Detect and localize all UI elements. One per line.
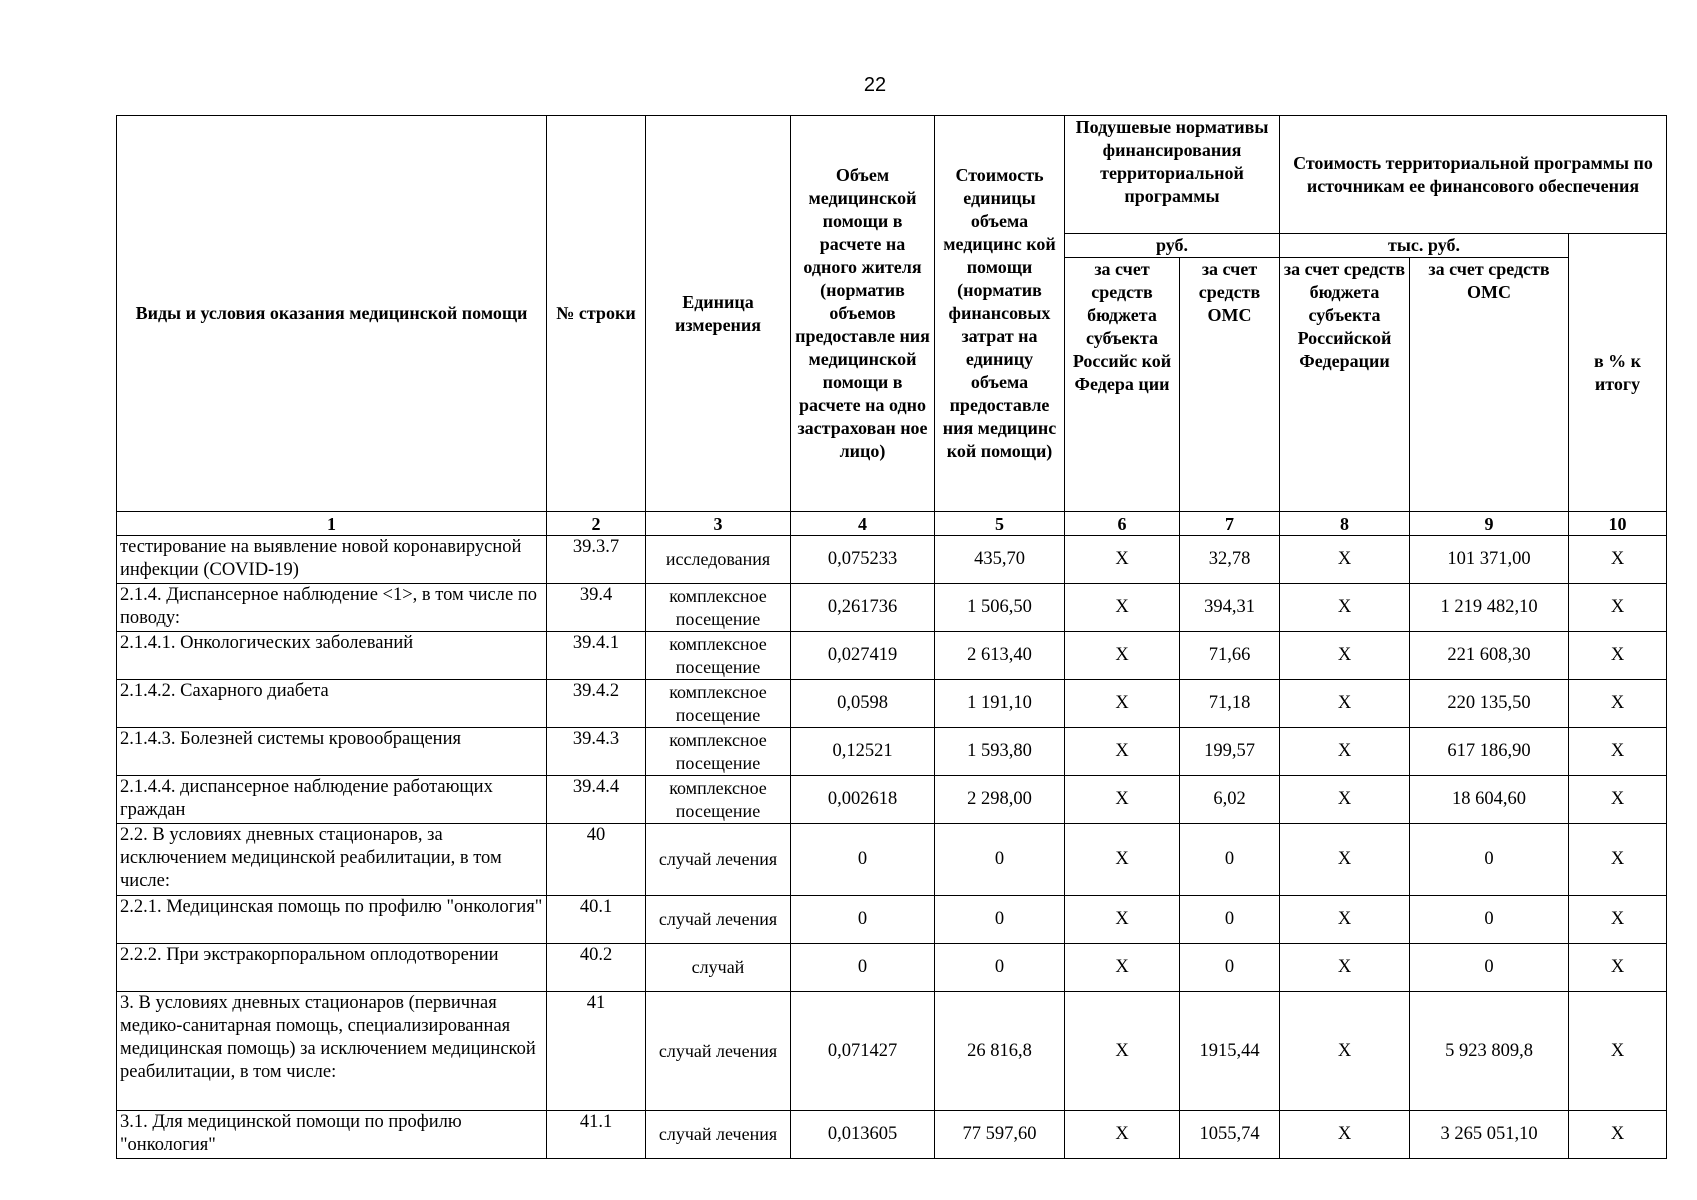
row-volume: 0,002618	[791, 776, 935, 824]
row-budget-rub: X	[1065, 776, 1180, 824]
row-unit: комплексное посещение	[646, 632, 791, 680]
column-number: 5	[935, 512, 1065, 536]
table-row	[117, 728, 1667, 776]
header-unit-thousand-rub: тыс. руб.	[1280, 234, 1569, 258]
row-oms-thousand: 3 265 051,10	[1410, 1111, 1569, 1159]
row-budget-rub: X	[1065, 536, 1180, 584]
row-percent: X	[1569, 680, 1667, 728]
row-volume: 0,0598	[791, 680, 935, 728]
row-name: 2.2. В условиях дневных стационаров, за исключением медицинской реабилитации, в том числе:	[117, 824, 547, 896]
row-cost: 2 298,00	[935, 776, 1065, 824]
row-oms-rub: 6,02	[1180, 776, 1280, 824]
row-volume: 0,013605	[791, 1111, 935, 1159]
row-oms-thousand: 0	[1410, 824, 1569, 896]
row-unit: случай лечения	[646, 1111, 791, 1159]
row-oms-rub: 71,18	[1180, 680, 1280, 728]
row-unit: случай лечения	[646, 992, 791, 1111]
column-number: 4	[791, 512, 935, 536]
row-unit: комплексное посещение	[646, 584, 791, 632]
row-cost: 0	[935, 824, 1065, 896]
row-unit: случай лечения	[646, 896, 791, 944]
row-code: 39.4.3	[547, 728, 646, 776]
row-name: 2.2.2. При экстракорпоральном оплодотворении	[117, 944, 547, 992]
row-cost: 0	[935, 944, 1065, 992]
row-budget-thousand: X	[1280, 1111, 1410, 1159]
column-number: 3	[646, 512, 791, 536]
row-budget-rub: X	[1065, 680, 1180, 728]
table-row	[117, 584, 1667, 632]
row-volume: 0	[791, 944, 935, 992]
header-program-cost-group: Стоимость территориальной программы по источникам ее финансового обеспечения	[1280, 116, 1667, 234]
row-oms-thousand: 220 135,50	[1410, 680, 1569, 728]
row-code: 39.4.1	[547, 632, 646, 680]
row-code: 41	[547, 992, 646, 1111]
row-code: 40.1	[547, 896, 646, 944]
row-budget-thousand: X	[1280, 824, 1410, 896]
page-number: 22	[863, 74, 887, 96]
row-cost: 1 506,50	[935, 584, 1065, 632]
row-oms-rub: 0	[1180, 824, 1280, 896]
row-cost: 1 593,80	[935, 728, 1065, 776]
row-cost: 0	[935, 896, 1065, 944]
row-percent: X	[1569, 1111, 1667, 1159]
column-number: 9	[1410, 512, 1569, 536]
row-volume: 0	[791, 824, 935, 896]
row-oms-thousand: 18 604,60	[1410, 776, 1569, 824]
row-percent: X	[1569, 776, 1667, 824]
column-number: 1	[117, 512, 547, 536]
column-number: 2	[547, 512, 646, 536]
row-name: 2.1.4. Диспансерное наблюдение <1>, в том числе по поводу:	[117, 584, 547, 632]
row-budget-rub: X	[1065, 896, 1180, 944]
table-row	[117, 992, 1667, 1111]
row-cost: 435,70	[935, 536, 1065, 584]
row-unit: случай лечения	[646, 824, 791, 896]
column-number: 8	[1280, 512, 1410, 536]
row-budget-thousand: X	[1280, 536, 1410, 584]
row-oms-thousand: 0	[1410, 944, 1569, 992]
table-header	[117, 116, 1667, 512]
table-row	[117, 680, 1667, 728]
row-budget-rub: X	[1065, 632, 1180, 680]
header-volume: Объем медицинской помощи в расчете на одного жителя (норматив объемов предоставле ния медицинской помощи в расчете на одно застрахован ное лицо)	[791, 116, 935, 512]
row-oms-rub: 0	[1180, 896, 1280, 944]
header-per-capita-group: Подушевые нормативы финансирования территориальной программы	[1065, 116, 1280, 234]
row-volume: 0,075233	[791, 536, 935, 584]
header-oms-thousand: за счет средств ОМС	[1410, 258, 1569, 512]
row-budget-rub: X	[1065, 728, 1180, 776]
header-oms-rub: за счет средств ОМС	[1180, 258, 1280, 512]
row-budget-thousand: X	[1280, 896, 1410, 944]
row-budget-rub: X	[1065, 824, 1180, 896]
row-oms-thousand: 617 186,90	[1410, 728, 1569, 776]
row-percent: X	[1569, 824, 1667, 896]
row-code: 40	[547, 824, 646, 896]
row-name: 2.1.4.1. Онкологических заболеваний	[117, 632, 547, 680]
row-volume: 0,027419	[791, 632, 935, 680]
row-unit: комплексное посещение	[646, 776, 791, 824]
table-row	[117, 1111, 1667, 1159]
row-oms-rub: 394,31	[1180, 584, 1280, 632]
row-cost: 2 613,40	[935, 632, 1065, 680]
header-percent-of-total: в % к итогу	[1569, 234, 1667, 512]
table-row	[117, 824, 1667, 896]
row-budget-thousand: X	[1280, 584, 1410, 632]
row-name: 2.1.4.4. диспансерное наблюдение работающих граждан	[117, 776, 547, 824]
table-row	[117, 632, 1667, 680]
row-name: 2.1.4.2. Сахарного диабета	[117, 680, 547, 728]
row-unit: случай	[646, 944, 791, 992]
header-row-number: № строки	[547, 116, 646, 512]
row-name: 2.1.4.3. Болезней системы кровообращения	[117, 728, 547, 776]
row-cost: 26 816,8	[935, 992, 1065, 1111]
row-code: 39.4.4	[547, 776, 646, 824]
row-percent: X	[1569, 992, 1667, 1111]
row-budget-thousand: X	[1280, 680, 1410, 728]
row-budget-thousand: X	[1280, 776, 1410, 824]
row-unit: комплексное посещение	[646, 728, 791, 776]
table-row	[117, 776, 1667, 824]
row-budget-rub: X	[1065, 1111, 1180, 1159]
row-percent: X	[1569, 896, 1667, 944]
row-oms-rub: 1915,44	[1180, 992, 1280, 1111]
row-oms-thousand: 0	[1410, 896, 1569, 944]
row-cost: 1 191,10	[935, 680, 1065, 728]
row-code: 41.1	[547, 1111, 646, 1159]
row-volume: 0,261736	[791, 584, 935, 632]
row-oms-rub: 1055,74	[1180, 1111, 1280, 1159]
row-budget-thousand: X	[1280, 992, 1410, 1111]
row-name: 3. В условиях дневных стационаров (первичная медико-санитарная помощь, специализированная медицинская помощь) за исключением медицинской реабилитации, в том числе:	[117, 992, 547, 1111]
table-body	[117, 512, 1667, 1159]
row-oms-rub: 32,78	[1180, 536, 1280, 584]
row-percent: X	[1569, 632, 1667, 680]
row-budget-thousand: X	[1280, 632, 1410, 680]
financing-table	[116, 115, 1667, 1159]
row-unit: комплексное посещение	[646, 680, 791, 728]
row-budget-rub: X	[1065, 944, 1180, 992]
table-row	[117, 896, 1667, 944]
row-code: 40.2	[547, 944, 646, 992]
row-percent: X	[1569, 584, 1667, 632]
row-volume: 0,12521	[791, 728, 935, 776]
row-cost: 77 597,60	[935, 1111, 1065, 1159]
row-name: 3.1. Для медицинской помощи по профилю "онкология"	[117, 1111, 547, 1159]
row-volume: 0	[791, 896, 935, 944]
row-oms-thousand: 5 923 809,8	[1410, 992, 1569, 1111]
header-unit: Единица измерения	[646, 116, 791, 512]
column-number: 10	[1569, 512, 1667, 536]
row-name: 2.2.1. Медицинская помощь по профилю "онкология"	[117, 896, 547, 944]
row-code: 39.4.2	[547, 680, 646, 728]
row-unit: исследования	[646, 536, 791, 584]
row-percent: X	[1569, 944, 1667, 992]
table-row	[117, 944, 1667, 992]
header-budget-rub: за счет средств бюджета субъекта Российс кой Федера ции	[1065, 258, 1180, 512]
row-budget-rub: X	[1065, 584, 1180, 632]
header-budget-thousand: за счет средств бюджета субъекта Российской Федерации	[1280, 258, 1410, 512]
column-number: 6	[1065, 512, 1180, 536]
row-oms-thousand: 221 608,30	[1410, 632, 1569, 680]
row-code: 39.4	[547, 584, 646, 632]
row-budget-thousand: X	[1280, 944, 1410, 992]
row-percent: X	[1569, 536, 1667, 584]
row-oms-thousand: 1 219 482,10	[1410, 584, 1569, 632]
header-kinds-of-care: Виды и условия оказания медицинской помощи	[117, 116, 547, 512]
row-name: тестирование на выявление новой коронавирусной инфекции (COVID-19)	[117, 536, 547, 584]
row-oms-rub: 199,57	[1180, 728, 1280, 776]
row-percent: X	[1569, 728, 1667, 776]
row-budget-thousand: X	[1280, 728, 1410, 776]
row-oms-thousand: 101 371,00	[1410, 536, 1569, 584]
column-number: 7	[1180, 512, 1280, 536]
row-budget-rub: X	[1065, 992, 1180, 1111]
row-code: 39.3.7	[547, 536, 646, 584]
header-unit-rub: руб.	[1065, 234, 1280, 258]
column-number-row	[117, 512, 1667, 536]
row-oms-rub: 71,66	[1180, 632, 1280, 680]
table-row	[117, 536, 1667, 584]
row-volume: 0,071427	[791, 992, 935, 1111]
header-unit-cost: Стоимость единицы объема медицинс кой помощи (норматив финансовых затрат на единицу объема предоставле ния медицинс кой помощи)	[935, 116, 1065, 512]
row-oms-rub: 0	[1180, 944, 1280, 992]
